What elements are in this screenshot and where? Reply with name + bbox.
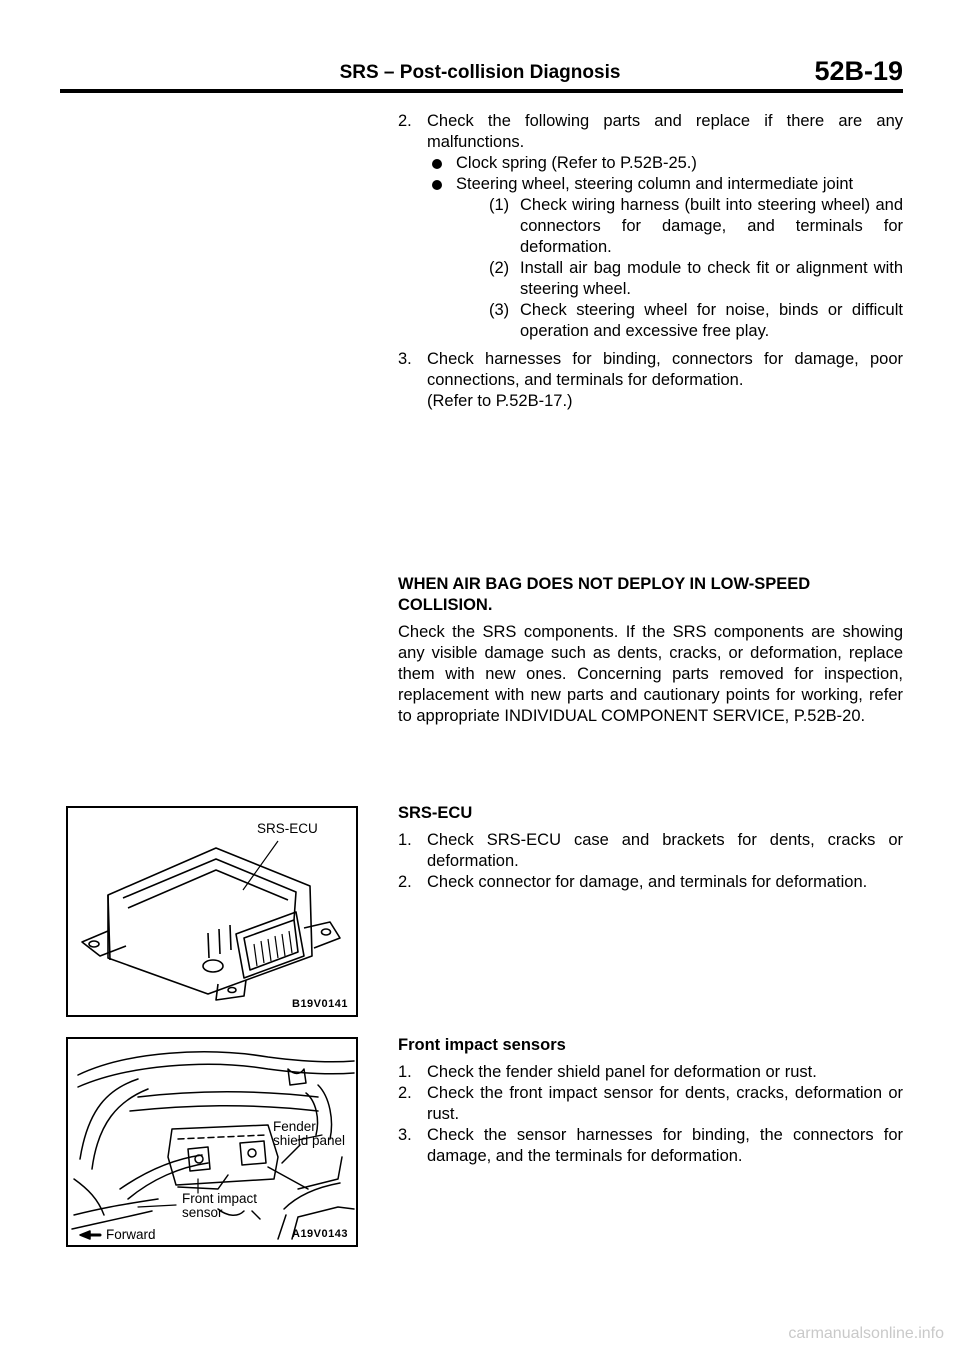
section-heading: WHEN AIR BAG DOES NOT DEPLOY IN LOW-SPEED COLLISION.: [398, 575, 811, 614]
step-text: Check the front impact sensor for dents, cracks, deformation or rust.: [427, 1084, 903, 1123]
step-number: 3.: [398, 1126, 412, 1144]
sub-text: Check wiring harness (built into steering wheel) and connectors for damage, and terminals for deformation.: [520, 196, 903, 256]
fender-label-line2: shield panel: [273, 1133, 346, 1148]
section-body: Check the SRS components. If the SRS components are showing any visible damage such as dents, cracks, or deformation, replace them with new ones. Concerning parts removed for inspection, replacement with new parts and cautionary points for working, refer to appropriate INDIVIDUAL COMPONENT SERVICE, P.52B-20.: [398, 623, 903, 725]
sub-text: Check steering wheel for noise, binds or difficult operation and excessive free play.: [520, 301, 903, 340]
section-heading: SRS-ECU: [398, 804, 473, 822]
step-number: 2.: [398, 873, 412, 891]
section-2: [398, 111, 903, 342]
section-3: [398, 349, 903, 412]
section-heading: Front impact sensors: [398, 1036, 566, 1054]
step-number: 1.: [398, 831, 412, 849]
sub-number: (3): [489, 301, 510, 319]
step-number: 2.: [398, 112, 412, 130]
bullet-item: [398, 174, 903, 195]
frontsensors-section: [398, 1035, 903, 1167]
step-number: 1.: [398, 1063, 412, 1081]
sub-item: [398, 258, 903, 300]
bullet-dot-icon: [432, 180, 442, 190]
figure-code: A19V0143: [292, 1228, 348, 1240]
step-item: [398, 1083, 903, 1125]
step-number: 3.: [398, 350, 412, 368]
srsecu-section: [398, 803, 903, 893]
step-text: Check connector for damage, and terminals for deformation.: [427, 873, 868, 891]
sub-number: (1): [489, 196, 510, 214]
step-item: [398, 830, 903, 872]
sub-text: Install air bag module to check fit or alignment with steering wheel.: [520, 259, 903, 298]
sensor-label-line1: Front impact: [182, 1191, 258, 1206]
sub-item: [398, 195, 903, 258]
lowspeed-section: [398, 574, 903, 727]
page-title: SRS – Post-collision Diagnosis: [339, 62, 621, 83]
fender-label-line1: Fender: [273, 1119, 316, 1134]
bullet-text: Clock spring (Refer to P.52B-25.): [456, 154, 697, 172]
step-text: Check the sensor harnesses for binding, the connectors for damage, and the terminals for deformation.: [427, 1126, 903, 1165]
figure-code: B19V0141: [292, 998, 348, 1010]
step-text: Check harnesses for binding, connectors for damage, poor connections, and terminals for deformation.: [427, 350, 903, 389]
step-text: Check SRS-ECU case and brackets for dents, cracks or deformation.: [427, 831, 903, 870]
page-number: 52B-19: [814, 56, 903, 86]
srs-ecu-illustration: [68, 808, 356, 1015]
front-sensor-figure: [66, 1037, 358, 1247]
step-text: Check the fender shield panel for deformation or rust.: [427, 1063, 817, 1081]
srs-ecu-label: SRS-ECU: [257, 821, 318, 836]
bullet-text: Steering wheel, steering column and intermediate joint: [456, 175, 854, 193]
sub-number: (2): [489, 259, 510, 277]
step-2: [398, 111, 903, 153]
step-item: [398, 1125, 903, 1167]
watermark: carmanualsonline.info: [788, 1325, 944, 1342]
srs-ecu-figure: [66, 806, 358, 1017]
sensor-label-line2: sensor: [182, 1205, 223, 1220]
step-3: [398, 349, 903, 412]
step-reference: (Refer to P.52B-17.): [427, 392, 573, 410]
step-number: 2.: [398, 1084, 412, 1102]
step-item: [398, 1062, 903, 1083]
bullet-item: [398, 153, 903, 174]
bullet-dot-icon: [432, 159, 442, 169]
step-item: [398, 872, 903, 893]
sub-item: [398, 300, 903, 342]
forward-label: Forward: [106, 1227, 156, 1242]
step-text: Check the following parts and replace if there are any malfunctions.: [427, 112, 903, 151]
header-rule: [60, 89, 903, 93]
